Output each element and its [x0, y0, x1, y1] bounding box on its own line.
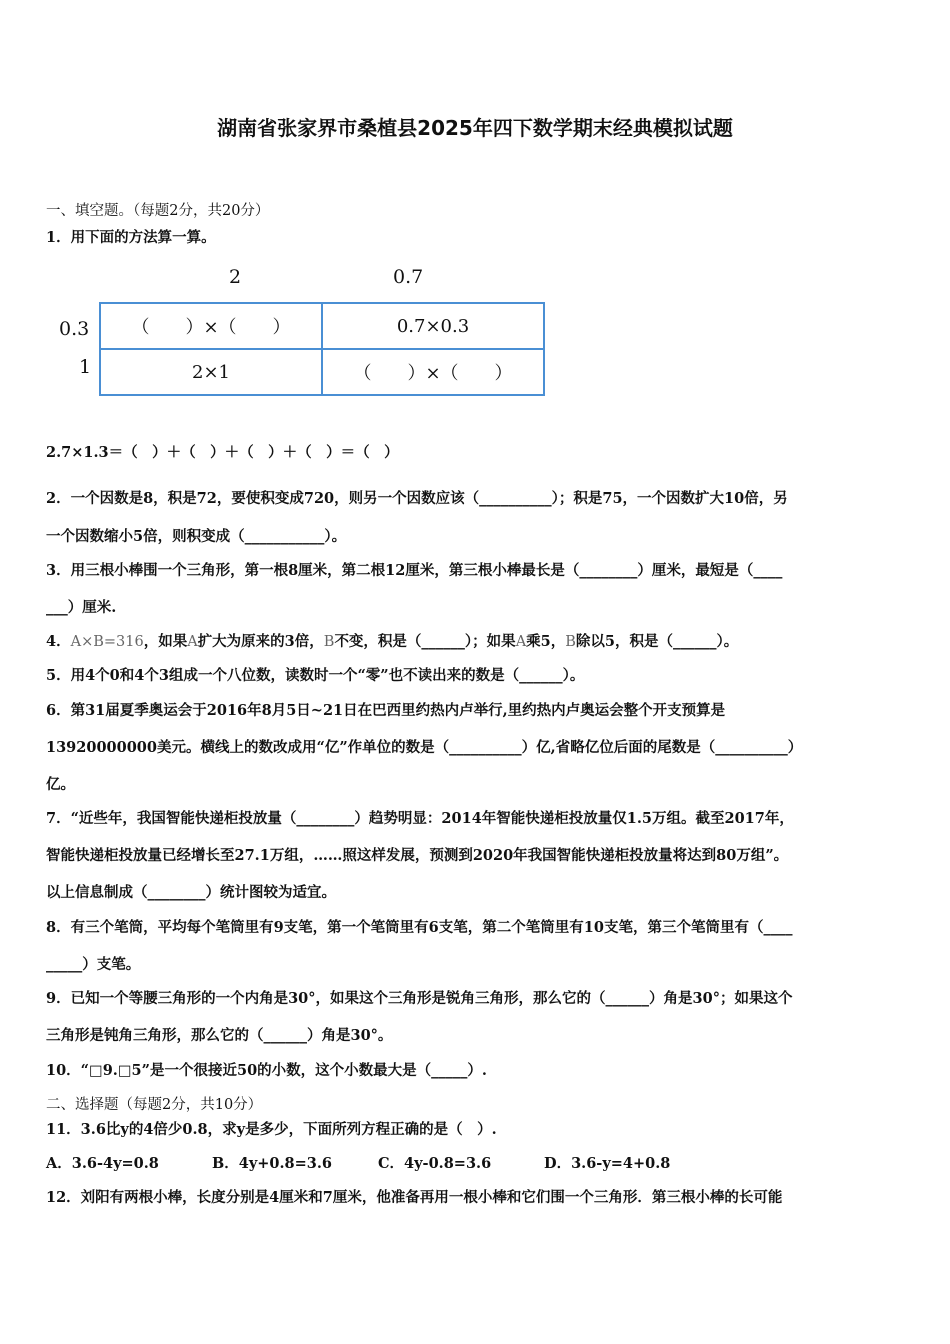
option-c[interactable]: C．4y-0.8=3.6	[378, 1155, 492, 1172]
question-4: 4．A×B=316，如果A扩大为原来的3倍，B不变，积是（______）；如果A乘5，B除以5，积是（______）。	[46, 633, 739, 650]
section-heading: 一、填空题。（每题2分，共20分）	[46, 203, 270, 219]
diagram-cell: 2×1	[100, 349, 322, 395]
question-11-options	[46, 1154, 906, 1174]
question-3: 3．用三根小棒围一个三角形，第一根8厘米，第二根12厘米，第三根小棒最长是（________）厘米，最短是（____	[46, 562, 783, 579]
question-8: 8．有三个笔筒，平均每个笔筒里有9支笔，第一个笔筒里有6支笔，第二个笔筒里有10支笔，第三个笔筒里有（____	[46, 919, 793, 936]
diagram-cell: （ ）×（ ）	[100, 303, 322, 349]
question-5: 5．用4个0和4个3组成一个八位数，读数时一个“零”也不读出来的数是（______）。	[46, 667, 585, 684]
question-9-cont: 三角形是钝角三角形，那么它的（______）角是30°。	[46, 1027, 393, 1044]
question-1: 1．用下面的方法算一算。	[46, 229, 216, 246]
diagram-cell: 0.7×0.3	[322, 303, 544, 349]
question-3-cont: ___）厘米.	[46, 599, 117, 616]
question-11: 11．3.6比y的4倍少0.8，求y是多少，下面所列方程正确的是（ ）.	[46, 1121, 497, 1138]
page-title: 湖南省张家界市桑植县2025年四下数学期末经典模拟试题	[217, 116, 733, 140]
equation-expr: A×B=316	[70, 634, 144, 650]
question-7: 7．“近些年，我国智能快递柜投放量（________）趋势明显：2014年智能快递柜投放量仅1.5万组。截至2017年，	[46, 810, 794, 827]
section-heading: 二、选择题（每题2分，共10分）	[46, 1097, 263, 1113]
row-label: 0.3	[59, 318, 90, 340]
question-9: 9．已知一个等腰三角形的一个内角是30°，如果这个三角形是锐角三角形，那么它的（______）角是30°；如果这个	[46, 990, 793, 1007]
question-8-cont: _____）支笔。	[46, 956, 141, 973]
row-label: 1	[79, 356, 92, 378]
question-7-cont: 以上信息制成（________）统计图较为适宜。	[46, 884, 336, 901]
option-a[interactable]: A．3.6-4y=0.8	[46, 1155, 159, 1172]
question-6-cont: 亿。	[46, 776, 75, 793]
question-7-cont: 智能快递柜投放量已经增长至27.1万组，……照这样发展，预测到2020年我国智能快递柜投放量将达到80万组”。	[46, 847, 789, 864]
question-2: 2．一个因数是8，积是72，要使积变成720，则另一个因数应该（__________）；积是75，一个因数扩大10倍，另	[46, 490, 788, 507]
question-12: 12．刘阳有两根小棒，长度分别是4厘米和7厘米，他准备再用一根小棒和它们围一个三角形．第三根小棒的长可能	[46, 1189, 783, 1206]
diagram-cell: （ ）×（ ）	[322, 349, 544, 395]
option-d[interactable]: D．3.6-y=4+0.8	[544, 1155, 671, 1172]
column-label: 0.7	[393, 266, 424, 288]
option-b[interactable]: B．4y+0.8=3.6	[212, 1155, 333, 1172]
multiplication-diagram	[55, 260, 545, 400]
question-1-equation: 2.7×1.3＝（ ）＋（ ）＋（ ）＋（ ）＝（ ）	[46, 444, 399, 461]
question-6-cont: 13920000000美元。横线上的数改成用“亿”作单位的数是（__________）亿,省略亿位后面的尾数是（__________）	[46, 739, 803, 756]
question-2-cont: 一个因数缩小5倍，则积变成（___________）。	[46, 528, 347, 545]
question-6: 6．第31届夏季奥运会于2016年8月5日~21日在巴西里约热内卢举行,里约热内卢奥运会整个开支预算是	[46, 702, 726, 719]
column-label: 2	[229, 266, 242, 288]
question-10: 10．“□9.□5”是一个很接近50的小数，这个小数最大是（_____）.	[46, 1062, 487, 1079]
diagram-table	[99, 302, 545, 396]
